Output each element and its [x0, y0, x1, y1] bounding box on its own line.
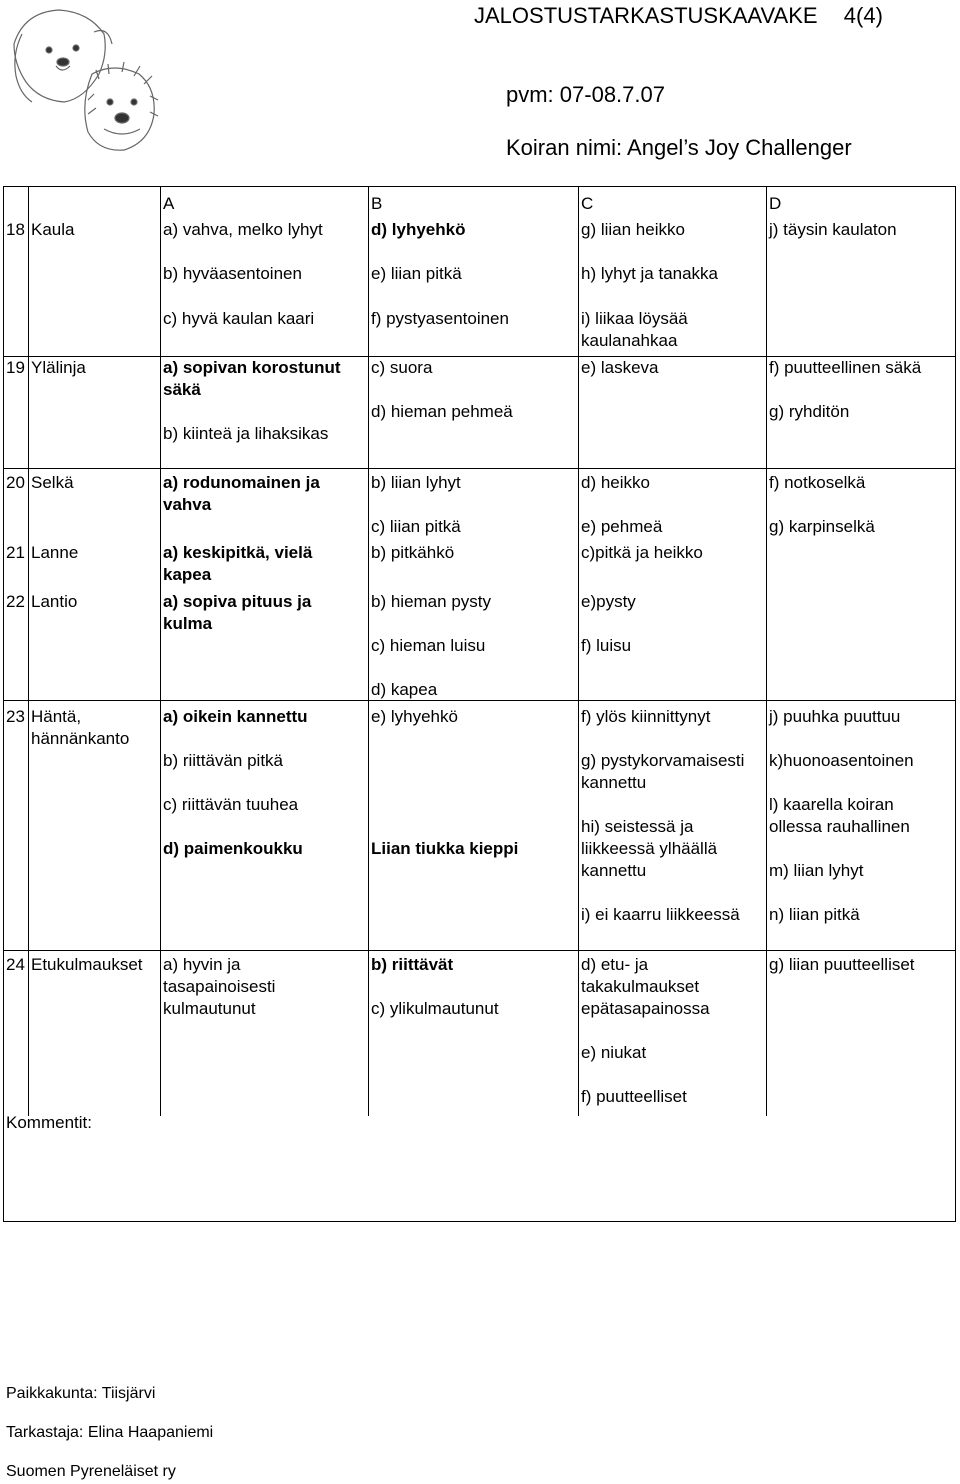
option: g) liian puutteelliset	[769, 955, 915, 974]
option: kaulanahkaa	[581, 331, 678, 350]
inspection-date: pvm: 07-08.7.07	[506, 82, 665, 107]
row-number: 18	[6, 220, 25, 239]
option-selected: vahva	[163, 495, 212, 514]
option: d) hieman pehmeä	[371, 402, 513, 421]
footer-inspector: Tarkastaja: Elina Haapaniemi	[6, 1424, 214, 1441]
option: c) hyvä kaulan kaari	[163, 309, 315, 328]
option-selected: b) riittävät	[371, 955, 454, 974]
dog-logo-illustration	[4, 4, 164, 154]
option: j) täysin kaulaton	[769, 220, 897, 239]
option: d) heikko	[581, 473, 650, 492]
row-label-hannankanto: hännänkanto	[31, 729, 130, 748]
option: b) hieman pysty	[371, 592, 491, 611]
option-selected: a) oikein kannettu	[163, 707, 308, 726]
row-divider	[3, 700, 956, 701]
option: h) lyhyt ja tanakka	[581, 264, 719, 283]
option: i) ei kaarru liikkeessä	[581, 905, 740, 924]
row-label-selka: Selkä	[31, 473, 74, 492]
option-selected: a) sopiva pituus ja	[163, 592, 312, 611]
option: g) ryhditön	[769, 402, 850, 421]
option: c) suora	[371, 358, 433, 377]
option: e) pehmeä	[581, 517, 663, 536]
column-divider	[368, 186, 369, 1116]
comments-label: Kommentit:	[6, 1113, 92, 1132]
option: m) liian lyhyt	[769, 861, 864, 880]
form-title: JALOSTUSTARKASTUSKAAVAKE	[474, 3, 818, 28]
option: hi) seistessä ja	[581, 817, 694, 836]
option: b) kiinteä ja lihaksikas	[163, 424, 329, 443]
option: b) pitkähkö	[371, 543, 455, 562]
option: c) liian pitkä	[371, 517, 461, 536]
option: a) hyvin ja	[163, 955, 241, 974]
row-label-lantio: Lantio	[31, 592, 78, 611]
option: c) ylikulmautunut	[371, 999, 499, 1018]
option: a) vahva, melko lyhyt	[163, 220, 323, 239]
option: e) lyhyehkö	[371, 707, 458, 726]
option-selected: d) paimenkoukku	[163, 839, 303, 858]
option: j) puuhka puuttuu	[769, 707, 901, 726]
option: e) niukat	[581, 1043, 647, 1062]
option: takakulmaukset	[581, 977, 700, 996]
option: l) kaarella koiran	[769, 795, 894, 814]
option: n) liian pitkä	[769, 905, 860, 924]
dog-name: Koiran nimi: Angel’s Joy Challenger	[506, 135, 852, 160]
option: b) liian lyhyt	[371, 473, 461, 492]
option-selected: säkä	[163, 380, 201, 399]
option: f) puutteellinen säkä	[769, 358, 922, 377]
row-label-etukulmaukset: Etukulmaukset	[31, 955, 143, 974]
option: d) kapea	[371, 680, 438, 699]
row-number: 20	[6, 473, 25, 492]
row-number: 22	[6, 592, 25, 611]
row-label-hanta: Häntä,	[31, 707, 82, 726]
option: b) riittävän pitkä	[163, 751, 283, 770]
footer-organization: Suomen Pyreneläiset ry	[6, 1463, 176, 1480]
column-header-c: C	[581, 194, 594, 213]
option: e)pysty	[581, 592, 636, 611]
option: liikkeessä ylhäällä	[581, 839, 718, 858]
option: c) hieman luisu	[371, 636, 486, 655]
option: c)pitkä ja heikko	[581, 543, 703, 562]
option: kulmautunut	[163, 999, 256, 1018]
option: f) luisu	[581, 636, 632, 655]
column-divider	[28, 186, 29, 1116]
row-number: 19	[6, 358, 25, 377]
option: d) etu- ja	[581, 955, 649, 974]
option: tasapainoisesti	[163, 977, 276, 996]
row-divider	[3, 950, 956, 951]
option: kannettu	[581, 773, 647, 792]
option: g) pystykorvamaisesti	[581, 751, 745, 770]
evaluation-table	[3, 186, 956, 1222]
option: kannettu	[581, 861, 647, 880]
row-number: 21	[6, 543, 25, 562]
option-selected: a) sopivan korostunut	[163, 358, 341, 377]
option: e) laskeva	[581, 358, 659, 377]
option: f) notkoselkä	[769, 473, 866, 492]
column-header-b: B	[371, 194, 383, 213]
option-selected: kulma	[163, 614, 213, 633]
option: ollessa rauhallinen	[769, 817, 910, 836]
option-selected: d) lyhyehkö	[371, 220, 466, 239]
column-header-d: D	[769, 194, 782, 213]
option: f) ylös kiinnittynyt	[581, 707, 711, 726]
option: e) liian pitkä	[371, 264, 462, 283]
column-divider	[766, 186, 767, 1116]
option: g) liian heikko	[581, 220, 685, 239]
column-divider	[578, 186, 579, 1116]
row-label-lanne: Lanne	[31, 543, 79, 562]
row-label-ylalinja: Ylälinja	[31, 358, 86, 377]
option-selected: a) rodunomainen ja	[163, 473, 320, 492]
row-divider	[3, 468, 956, 469]
row-number: 23	[6, 707, 25, 726]
option: epätasapainossa	[581, 999, 710, 1018]
row-label-kaula: Kaula	[31, 220, 75, 239]
page-number: 4(4)	[843, 3, 883, 28]
column-header-a: A	[163, 194, 175, 213]
column-divider	[160, 186, 161, 1116]
option: c) riittävän tuuhea	[163, 795, 299, 814]
option: i) liikaa löysää	[581, 309, 688, 328]
inspector-note: Liian tiukka kieppi	[371, 839, 519, 858]
option-selected: a) keskipitkä, vielä	[163, 543, 313, 562]
option-selected: kapea	[163, 565, 212, 584]
option: k)huonoasentoinen	[769, 751, 914, 770]
option: g) karpinselkä	[769, 517, 875, 536]
footer-place: Paikkakunta: Tiisjärvi	[6, 1385, 156, 1402]
row-number: 24	[6, 955, 25, 974]
option: f) pystyasentoinen	[371, 309, 509, 328]
option: b) hyväasentoinen	[163, 264, 302, 283]
option: f) puutteelliset	[581, 1087, 687, 1106]
